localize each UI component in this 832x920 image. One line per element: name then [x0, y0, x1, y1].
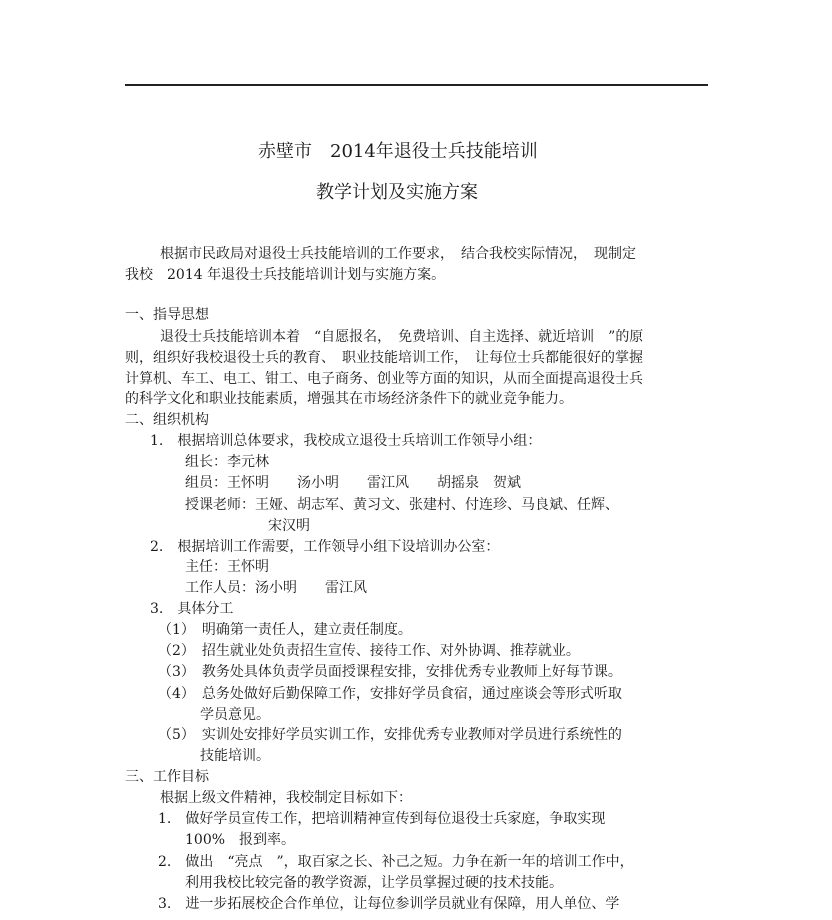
- list-item: 1. 根据培训总体要求，我校成立退役士兵培训工作领导小组：: [150, 433, 542, 449]
- paragraph-line: 根据上级文件精神，我校制定目标如下：: [160, 790, 412, 806]
- list-item: 学员意见。: [200, 707, 270, 723]
- director-line: 主任：王怀明: [185, 559, 269, 575]
- list-item: （5） 实训处安排好学员实训工作，安排优秀专业教师对学员进行系统性的: [158, 727, 622, 743]
- teachers-line: 授课老师：王娅、胡志军、黄习文、张建村、付连珍、马良斌、任辉、: [185, 497, 619, 513]
- document-title-line2: 教学计划及实施方案: [316, 182, 478, 203]
- leader-line: 组长：李元林: [185, 454, 269, 470]
- intro-line-2: 我校 2014 年退役士兵技能培训计划与实施方案。: [125, 267, 446, 283]
- section-heading-3: 三、工作目标: [125, 769, 209, 785]
- list-item: 2. 做出 “亮点 ”，取百家之长、补己之短。力争在新一年的培训工作中，: [158, 854, 634, 870]
- paragraph-line: 则，组织好我校退役士兵的教育、 职业技能培训工作， 让每位士兵都能很好的掌握: [125, 350, 643, 366]
- list-item: 1. 做好学员宣传工作，把培训精神宣传到每位退役士兵家庭，争取实现: [158, 811, 606, 827]
- members-line: 组员：王怀明 汤小明 雷江风 胡摇泉 贺斌: [185, 475, 521, 491]
- staff-line: 工作人员：汤小明 雷江风: [185, 580, 367, 596]
- list-item: （1） 明确第一责任人，建立责任制度。: [158, 622, 412, 638]
- list-item: 利用我校比较完备的教学资源，让学员掌握过硬的技术技能。: [185, 875, 563, 891]
- intro-line-1: 根据市民政局对退役士兵技能培训的工作要求， 结合我校实际情况， 现制定: [160, 246, 636, 262]
- section-heading-1: 一、指导思想: [125, 307, 209, 323]
- paragraph-line: 计算机、车工、电工、钳工、电子商务、创业等方面的知识，从而全面提高退役士兵: [125, 371, 643, 387]
- header-rule: [125, 84, 708, 86]
- paragraph-line: 退役士兵技能培训本着 “自愿报名， 免费培训、自主选择、就近培训 ”的原: [160, 329, 644, 345]
- document-title-line1: 赤壁市 2014年退役士兵技能培训: [258, 141, 538, 162]
- list-item: 3. 具体分工: [150, 601, 234, 617]
- teachers-line: 宋汉明: [268, 518, 310, 534]
- list-item: 100% 报到率。: [185, 832, 296, 848]
- list-item: （4） 总务处做好后勤保障工作，安排好学员食宿，通过座谈会等形式听取: [158, 686, 622, 702]
- list-item: 3. 进一步拓展校企合作单位，让每位参训学员就业有保障，用人单位、学: [158, 896, 620, 912]
- section-heading-2: 二、组织机构: [125, 412, 209, 428]
- list-item: 技能培训。: [200, 748, 270, 764]
- list-item: 2. 根据培训工作需要，工作领导小组下设培训办公室：: [150, 539, 500, 555]
- list-item: （3） 教务处具体负责学员面授课程安排，安排优秀专业教师上好每节课。: [158, 664, 622, 680]
- list-item: （2） 招生就业处负责招生宣传、接待工作、对外协调、推荐就业。: [158, 643, 580, 659]
- paragraph-line: 的科学文化和职业技能素质，增强其在市场经济条件下的就业竞争能力。: [125, 391, 573, 407]
